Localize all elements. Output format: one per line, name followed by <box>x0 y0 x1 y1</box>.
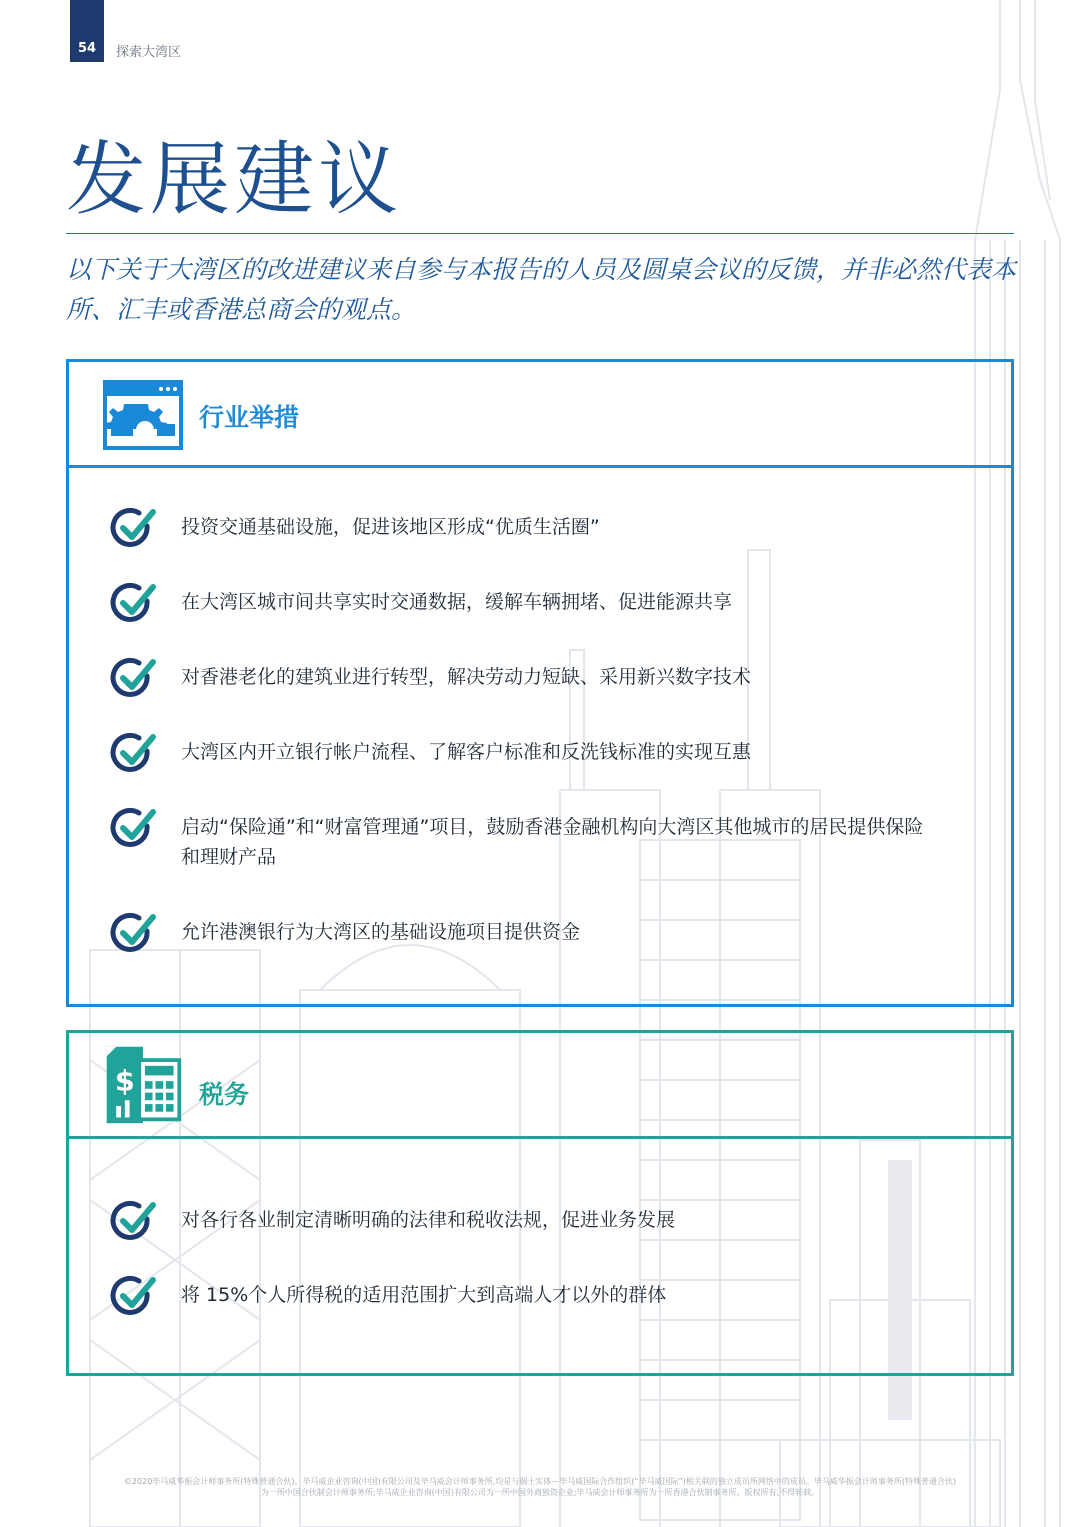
tax-calculator-icon <box>103 1041 183 1127</box>
footer-line: 为一所中国合伙制会计师事务所;毕马威企业咨询(中国)有限公司为一所中国外商独资企业;毕马威会计师事务所为一所香港合伙制事务所。版权所有,不得转载。 <box>260 1488 820 1497</box>
svg-text:$: $ <box>114 1063 135 1098</box>
check-circle-icon <box>109 1272 159 1322</box>
item-text: 投资交通基础设施，促进该地区形成“优质生活圈” <box>181 516 600 538</box>
check-circle-icon <box>109 909 159 959</box>
check-circle-icon <box>109 729 159 779</box>
check-circle-icon <box>109 654 159 704</box>
item-text: 将 15%个人所得税的适用范围扩大到高端人才以外的群体 <box>181 1284 667 1306</box>
title-divider <box>66 233 1014 234</box>
footer-line: ©2020毕马威华振会计师事务所(特殊普通合伙)、毕马威企业咨询(中国)有限公司及毕马威会计师事务所,均是与瑞士实体—毕马威国际合作组织(“毕马威国际”)相关联的独立成员所网络中的成员。毕马威华振会计师事务所(特殊普通合伙) <box>123 1477 957 1486</box>
card-title: 税务 <box>199 1080 250 1109</box>
item-text: 对各行各业制定清晰明确的法律和税收法规，促进业务发展 <box>181 1209 676 1231</box>
intro-paragraph: 以下关于大湾区的改进建议来自参与本报告的人员及圆桌会议的反馈，并非必然代表本所、汇丰或香港总商会的观点。 <box>66 255 1017 324</box>
section-label: 探索大湾区 <box>116 45 182 60</box>
check-circle-icon <box>109 804 159 854</box>
industry-measures-card <box>66 359 1014 1007</box>
item-text: 大湾区内开立银行帐户流程、了解客户标准和反洗钱标准的实现互惠 <box>181 741 752 763</box>
gear-window-icon <box>103 380 183 450</box>
check-circle-icon <box>109 1197 159 1247</box>
copyright-footer <box>60 1476 1020 1498</box>
page-number-tab <box>70 0 104 62</box>
item-text: 在大湾区城市间共享实时交通数据，缓解车辆拥堵、促进能源共享 <box>181 591 733 613</box>
card-title: 行业举措 <box>199 403 300 432</box>
card-header <box>69 1033 1011 1139</box>
page-title: 发展建议 <box>66 133 402 226</box>
check-circle-icon <box>109 504 159 554</box>
check-circle-icon <box>109 579 159 629</box>
tax-card <box>66 1030 1014 1376</box>
item-text: 对香港老化的建筑业进行转型，解决劳动力短缺、采用新兴数字技术 <box>181 666 752 688</box>
page-number: 54 <box>77 41 97 56</box>
item-text: 启动“保险通”和“财富管理通”项目，鼓励香港金融机构向大湾区其他城市的居民提供保险和理财产品 <box>181 816 924 868</box>
card-header <box>69 362 1011 468</box>
item-text: 允许港澳银行为大湾区的基础设施项目提供资金 <box>181 921 581 943</box>
